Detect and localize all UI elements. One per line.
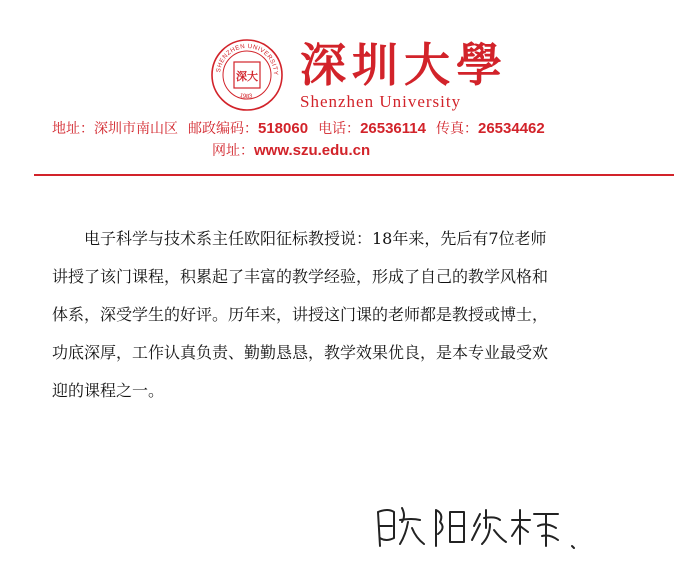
seal-center-text: 深大	[236, 70, 258, 83]
address-value: 深圳市南山区	[94, 121, 178, 137]
svg-text:1983	[239, 93, 254, 100]
paragraph-line: 功底深厚，工作认真负责、勤勤恳恳，教学效果优良，是本专业最受欢	[52, 343, 549, 362]
website-link[interactable]: www.szu.edu.cn	[254, 142, 371, 159]
letterhead	[0, 0, 674, 180]
university-name-en: Shenzhen University	[300, 92, 462, 111]
phone-value: 26536114	[360, 120, 426, 137]
seal-year: 1983	[238, 92, 253, 101]
fax-value: 26534462	[477, 120, 545, 137]
address-label: 地址：	[52, 121, 94, 137]
paragraph-line: 迎的课程之一。	[52, 381, 165, 400]
website-label: 网址：	[212, 143, 254, 159]
fax-label: 传真：	[435, 121, 478, 137]
paragraph-line: 电子科学与技术系主任欧阳征标教授说：18年来，先后有7位老师	[52, 229, 547, 248]
postcode-label: 邮政编码：	[188, 121, 258, 137]
paragraph-line: 体系，深受学生的好评。历年来，讲授这门课的老师都是教授或博士，	[52, 305, 549, 324]
phone-label: 电话：	[318, 121, 361, 137]
university-name-cn: 深圳大學	[300, 38, 508, 92]
handwritten-signature	[372, 498, 602, 558]
postcode-value: 518060	[258, 120, 309, 137]
contact-info-row	[52, 118, 545, 138]
paragraph-line: 讲授了该门课程，积累起了丰富的教学经验，形成了自己的教学风格和	[52, 267, 549, 286]
university-seal-logo	[210, 38, 284, 112]
seal-ring-text: SHENZHEN UNIVERSITY	[215, 42, 280, 76]
statement-paragraph	[52, 220, 549, 410]
letterhead-divider	[34, 174, 674, 176]
website-row	[212, 140, 370, 160]
